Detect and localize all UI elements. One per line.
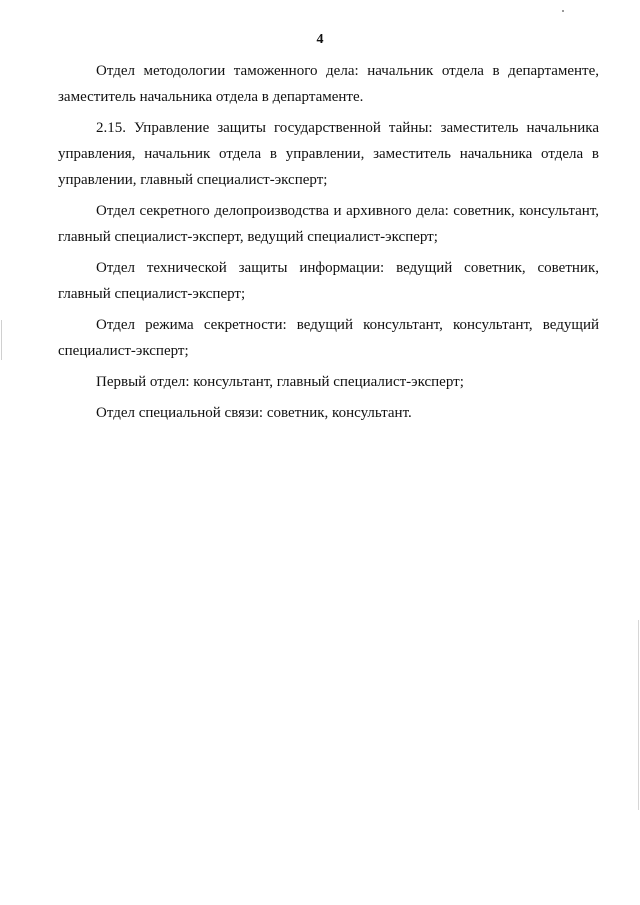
paragraph-technical-protection: Отдел технической защиты информации: ведущий советник, советник, главный специалист-эксперт; xyxy=(58,260,599,302)
paragraph-state-secret-protection: 2.15. Управление защиты государственной тайны: заместитель начальника управления, начальник отдела в управлении, заместитель начальника отдела в управлении, главный специалист-эксперт; xyxy=(58,120,599,188)
paragraph-secret-records-archive: Отдел секретного делопроизводства и архивного дела: советник, консультант, главный специалист-эксперт, ведущий специалист-эксперт; xyxy=(58,203,599,245)
paragraph-special-communications: Отдел специальной связи: советник, консультант. xyxy=(96,405,412,421)
paragraph-first-department: Первый отдел: консультант, главный специалист-эксперт; xyxy=(96,374,464,390)
page-number: 4 xyxy=(316,32,324,47)
scan-speck xyxy=(562,10,564,12)
scan-edge-right xyxy=(638,620,639,810)
scan-edge-left xyxy=(1,320,2,360)
paragraph-customs-methodology: Отдел методологии таможенного дела: начальник отдела в департаменте, заместитель начальника отдела в департаменте. xyxy=(58,63,599,105)
document-body xyxy=(58,58,599,431)
paragraph-secrecy-regime: Отдел режима секретности: ведущий консультант, консультант, ведущий специалист-эксперт; xyxy=(58,317,599,359)
